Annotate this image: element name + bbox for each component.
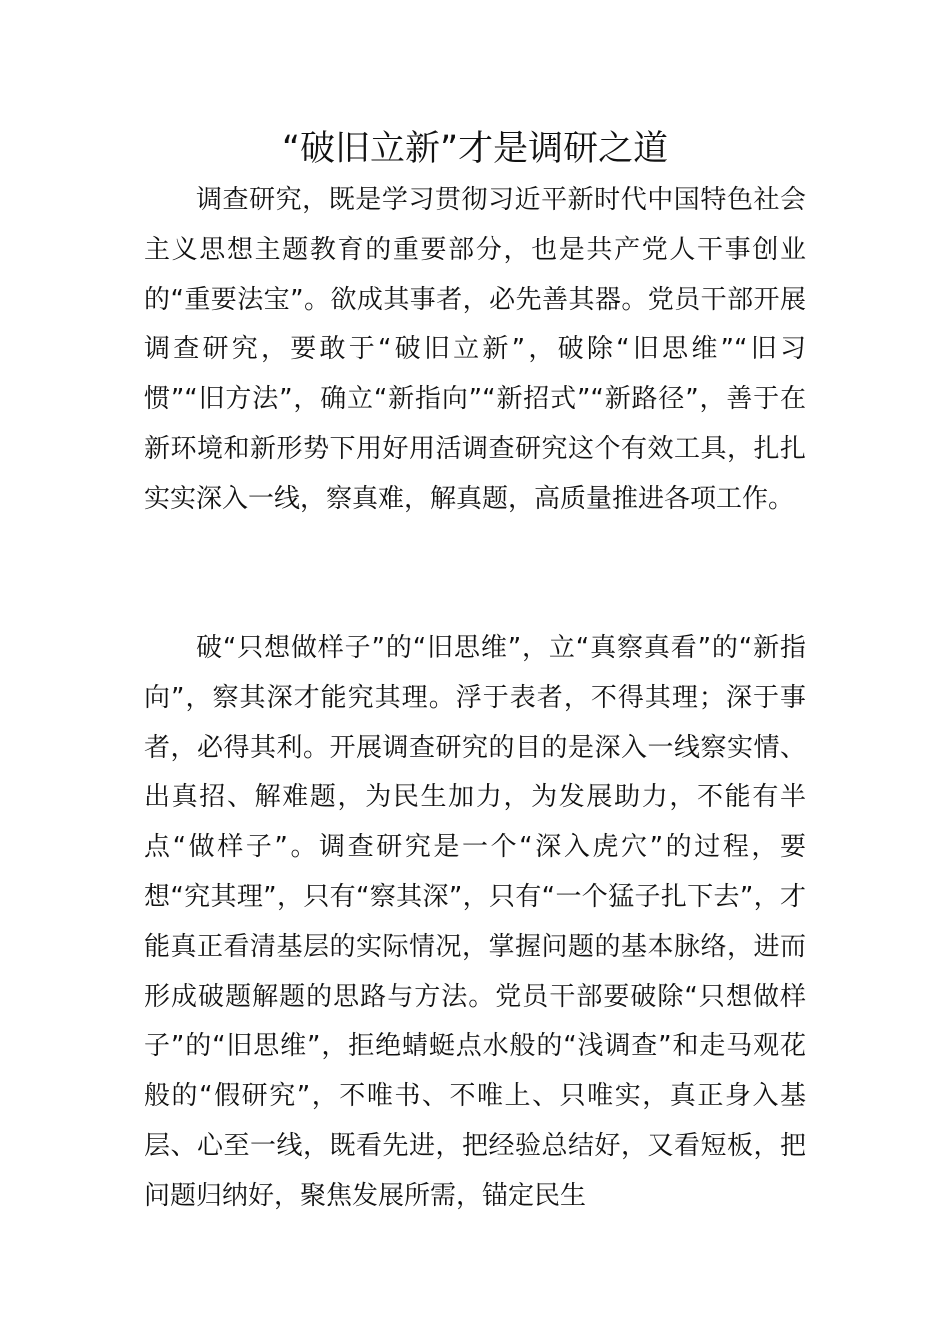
paragraph-1: 调查研究，既是学习贯彻习近平新时代中国特色社会主义思想主题教育的重要部分，也是共产党人干事创业的“重要法宝”。欲成其事者，必先善其器。党员干部开展调查研究，要敢于“破旧立新”，破除“旧思维”“旧习惯”“旧方法”，确立“新指向”“新招式”“新路径”，善于在新环境和新形势下用好用活调查研究这个有效工具，扎扎实实深入一线，察真难，解真题，高质量推进各项工作。 [144, 185, 806, 514]
paragraph-2: 破“只想做样子”的“旧思维”，立“真察真看”的“新指向”，察其深才能究其理。浮于表者，不得其理；深于事者，必得其利。开展调查研究的目的是深入一线察实情、出真招、解难题，为民生加力，为发展助力，不能有半点“做样子”。调查研究是一个“深入虎穴”的过程，要想“究其理”，只有“察其深”，只有“一个猛子扎下去”，才能真正看清基层的实际情况，掌握问题的基本脉络，进而形成破题解题的思路与方法。党员干部要破除“只想做样子”的“旧思维”，拒绝蜻蜓点水般的“浅调查”和走马观花般的“假研究”，不唯书、不唯上、只唯实，真正身入基层、心至一线，既看先进，把经验总结好，又看短板，把问题归纳好，聚焦发展所需，锚定民生 [144, 633, 806, 1211]
document-title: “破旧立新”才是调研之道 [281, 129, 669, 169]
